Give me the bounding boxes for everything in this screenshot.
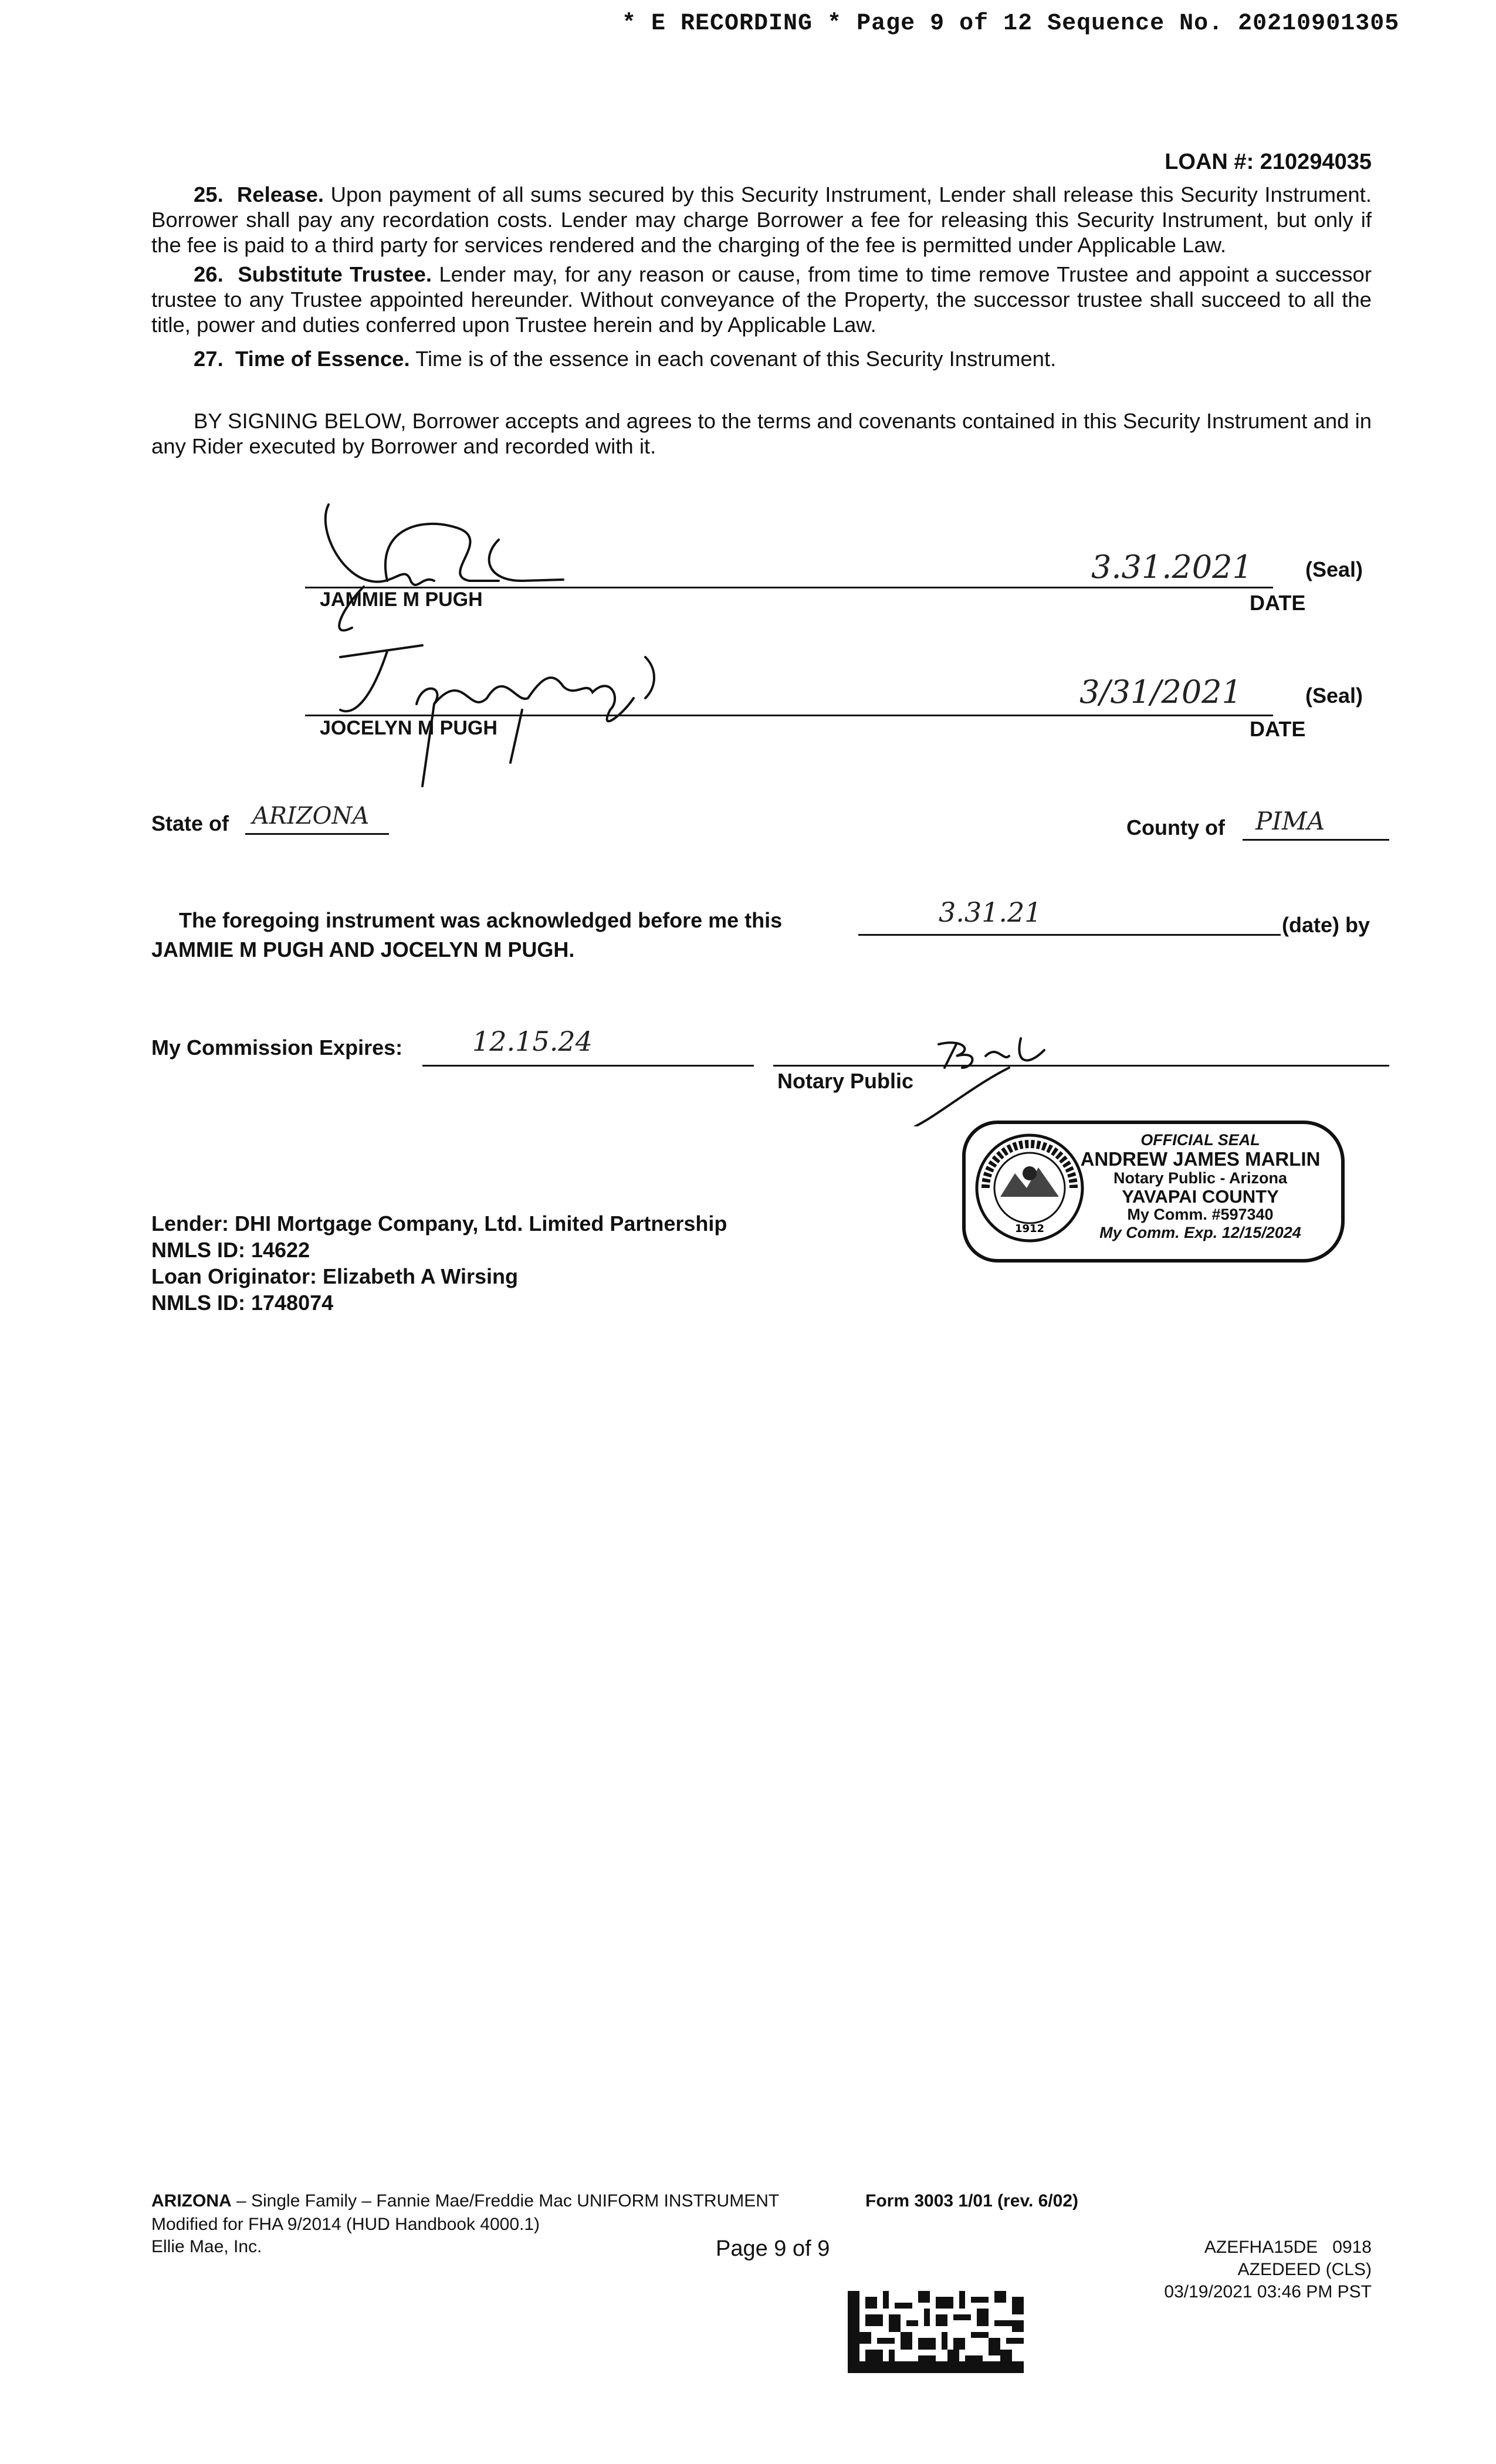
clause-substitute-trustee bbox=[151, 262, 1372, 337]
signature-date-2: 3/31/2021 bbox=[1079, 673, 1242, 710]
signing-statement bbox=[151, 408, 1372, 459]
clause-text: Lender may, for any reason or cause, from time to time remove Trustee and appoint a successor trustee to any Trustee appointed hereunder. Without conveyance of the Property, the successor trustee shall succeed to all the title, power and duties conferred upon Trustee herein and by Applicable Law. bbox=[151, 262, 1372, 337]
seal-label-1: (Seal) bbox=[1305, 557, 1363, 581]
seal-label-2: (Seal) bbox=[1305, 683, 1363, 708]
clause-number: 27. bbox=[194, 347, 224, 371]
seal-commission-number: My Comm. #597340 bbox=[1127, 1206, 1274, 1223]
clause-text: Upon payment of all sums secured by this Security Instrument, Lender shall release this Security Instrument. Borrower shall pay any recordation costs. Lender may charge Borrower a fee for releasing this Security Instrument, but only if the fee is paid to a third party for services rendered and the charging of the fee is permitted under Applicable Law. bbox=[151, 182, 1372, 257]
county-label: County of bbox=[1126, 815, 1225, 840]
footer-code-2: AZEDEED (CLS) bbox=[1237, 2260, 1372, 2279]
clause-title: Substitute Trustee. bbox=[238, 262, 432, 286]
signer-name-1: JAMMIE M PUGH bbox=[320, 588, 483, 611]
clause-number: 25. bbox=[194, 182, 224, 207]
clause-release bbox=[151, 182, 1372, 258]
footer-line-3: Ellie Mae, Inc. bbox=[151, 2237, 262, 2256]
arizona-seal-emblem bbox=[974, 1132, 1085, 1244]
clause-title: Time of Essence. bbox=[235, 347, 410, 371]
seal-text-block bbox=[1071, 1131, 1329, 1242]
lender-nmls: NMLS ID: 14622 bbox=[151, 1238, 310, 1262]
signer-name-2: JOCELYN M PUGH bbox=[320, 717, 497, 739]
lender-name: Lender: DHI Mortgage Company, Ltd. Limited Partnership bbox=[151, 1211, 727, 1236]
notary-label: Notary Public bbox=[777, 1069, 914, 1093]
state-line bbox=[245, 833, 389, 835]
seal-county: YAVAPAI COUNTY bbox=[1122, 1186, 1279, 1207]
county-line bbox=[1243, 839, 1389, 841]
loan-value: 210294035 bbox=[1260, 150, 1372, 174]
footer-code-1: AZEFHA15DE 0918 bbox=[1204, 2238, 1372, 2257]
footer-instrument: – Single Family – Fannie Mae/Freddie Mac UNIFORM INSTRUMENT bbox=[231, 2191, 780, 2211]
ack-names: JAMMIE M PUGH AND JOCELYN M PUGH. bbox=[151, 937, 575, 962]
signing-statement-text: BY SIGNING BELOW, Borrower accepts and agrees to the terms and covenants contained in this Security Instrument and in any Rider executed by Borrower and recorded with it. bbox=[151, 409, 1372, 458]
commission-line bbox=[422, 1065, 754, 1067]
clause-number: 26. bbox=[194, 262, 224, 286]
loan-originator: Loan Originator: Elizabeth A Wirsing bbox=[151, 1264, 519, 1288]
date-label-1: DATE bbox=[1250, 591, 1306, 615]
seal-commission-expiry: My Comm. Exp. 12/15/2024 bbox=[1099, 1224, 1301, 1241]
ack-prefix: The foregoing instrument was acknowledged before me this bbox=[179, 908, 783, 932]
barcode-2d bbox=[848, 2291, 1024, 2373]
county-value: PIMA bbox=[1255, 807, 1325, 835]
recording-header: * E RECORDING * Page 9 of 12 Sequence No. 20210901305 bbox=[622, 11, 1400, 37]
seal-line-1: OFFICIAL SEAL bbox=[1140, 1131, 1260, 1149]
footer-page: Page 9 of 9 bbox=[716, 2236, 830, 2261]
loan-label: LOAN #: bbox=[1165, 150, 1254, 174]
clause-text: Time is of the essence in each covenant of this Security Instrument. bbox=[415, 347, 1057, 371]
originator-nmls: NMLS ID: 1748074 bbox=[151, 1291, 334, 1315]
footer-state: ARIZONA bbox=[151, 2191, 232, 2211]
signature-line-2 bbox=[305, 715, 1273, 716]
footer-line-1 bbox=[151, 2191, 779, 2211]
notary-line bbox=[773, 1065, 1389, 1067]
ack-date-line bbox=[858, 934, 1281, 936]
ack-suffix: (date) by bbox=[1282, 913, 1370, 937]
seal-line-3: Notary Public - Arizona bbox=[1113, 1169, 1288, 1187]
commission-label: My Commission Expires: bbox=[151, 1035, 403, 1060]
signature-jammie bbox=[305, 493, 587, 645]
notary-signature bbox=[903, 1033, 1126, 1126]
clause-time-of-essence bbox=[151, 346, 1372, 371]
seal-year: 1912 bbox=[1014, 1223, 1045, 1235]
seal-notary-name: ANDREW JAMES MARLIN bbox=[1080, 1148, 1321, 1170]
official-seal-stamp bbox=[962, 1121, 1345, 1263]
signature-date-1: 3.31.2021 bbox=[1091, 549, 1253, 585]
footer-line-2: Modified for FHA 9/2014 (HUD Handbook 4000.1) bbox=[151, 2215, 540, 2234]
state-label: State of bbox=[151, 811, 229, 835]
commission-value: 12.15.24 bbox=[472, 1025, 593, 1057]
lender-info bbox=[151, 1210, 727, 1316]
loan-number bbox=[1165, 150, 1372, 175]
ack-date: 3.31.21 bbox=[939, 896, 1042, 928]
footer-timestamp: 03/19/2021 03:46 PM PST bbox=[1164, 2282, 1372, 2301]
date-label-2: DATE bbox=[1250, 717, 1306, 741]
footer-codes bbox=[1164, 2236, 1372, 2303]
clause-title: Release. bbox=[236, 182, 324, 207]
footer-form: Form 3003 1/01 (rev. 6/02) bbox=[865, 2191, 1078, 2211]
state-value: ARIZONA bbox=[252, 803, 370, 830]
